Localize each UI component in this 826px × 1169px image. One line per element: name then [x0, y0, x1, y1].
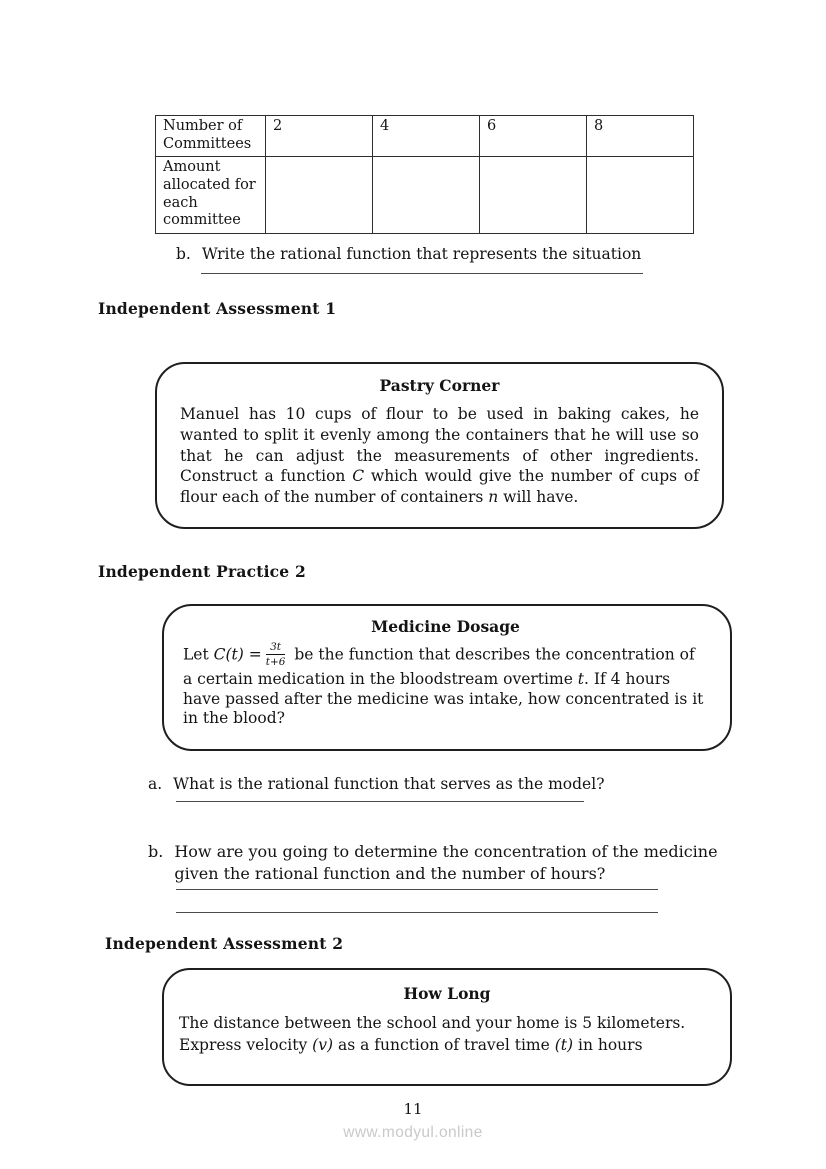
box-body — [183, 641, 708, 728]
table-row — [156, 116, 694, 157]
body-text: as a function of travel time — [333, 1035, 555, 1054]
section-heading-independent-assessment-2: Independent Assessment 2 — [105, 934, 344, 953]
fraction-denominator: t+6 — [265, 656, 286, 669]
table-cell: Amount allocated for each committee — [156, 157, 266, 234]
watermark: www.modyul.online — [343, 1124, 483, 1141]
question-item-b2 — [148, 841, 726, 885]
question-text: Write the rational function that represents the situation — [201, 245, 642, 263]
pastry-corner-box — [155, 362, 724, 529]
answer-line — [201, 273, 643, 274]
page-number: 11 — [403, 1100, 423, 1118]
math-function: C(t) = — [213, 645, 262, 664]
table-cell: 4 — [373, 116, 480, 157]
question-label: b. — [148, 842, 164, 861]
table-cell-empty — [480, 157, 587, 234]
question-label: a. — [148, 775, 163, 793]
fraction — [266, 641, 286, 668]
box-title: How Long — [403, 984, 491, 1003]
body-text: . If 4 hours have passed after the medicine was intake, how concentrated is it in the blood? — [183, 670, 704, 727]
how-long-box — [162, 968, 732, 1086]
table-cell-empty — [266, 157, 373, 234]
section-heading-independent-assessment-1: Independent Assessment 1 — [98, 299, 337, 318]
math-variable: C — [352, 467, 365, 486]
section-heading-independent-practice-2: Independent Practice 2 — [98, 562, 306, 581]
table-cell: 2 — [266, 116, 373, 157]
body-text: Let — [183, 645, 214, 664]
math-variable: n — [488, 488, 499, 507]
question-text: What is the rational function that serves as the model? — [173, 775, 605, 793]
table-cell-empty — [373, 157, 480, 234]
math-variable: (t) — [554, 1035, 574, 1054]
math-variable: (v) — [312, 1035, 334, 1054]
answer-line — [176, 801, 584, 802]
body-text: be the function that describes the concentration of a certain medication in the bloodstream overtime — [183, 645, 695, 689]
table-cell: 8 — [587, 116, 694, 157]
question-item-b1 — [176, 245, 641, 263]
box-title: Pastry Corner — [379, 376, 500, 395]
fraction-numerator: 3t — [266, 641, 286, 655]
table-row — [156, 157, 694, 234]
table-cell-empty — [587, 157, 694, 234]
answer-line — [176, 912, 658, 913]
table-cell: 6 — [480, 116, 587, 157]
math-variable: t — [577, 670, 585, 689]
question-text: How are you going to determine the concentration of the medicine given the rational function and the number of hours? — [174, 842, 718, 883]
body-text: The distance between the school and your home is 5 kilometers. Express velocity — [179, 1014, 686, 1054]
allocation-table — [155, 115, 693, 234]
table-cell: Number of Committees — [156, 116, 266, 157]
question-item-a — [148, 775, 605, 793]
question-label: b. — [176, 245, 191, 263]
body-text: will have. — [498, 488, 579, 507]
body-text: Manuel has 10 cups of flour to be used in baking cakes, he wanted to split it evenly among the containers that he will use so that he can adjust the measurements of other ingredients. Construct a function — [180, 405, 699, 486]
box-title: Medicine Dosage — [371, 617, 520, 636]
body-text: in hours — [573, 1035, 643, 1054]
answer-line — [176, 889, 658, 890]
medicine-dosage-box — [162, 604, 732, 751]
body-text: which would give the number of cups of flour each of the number of containers — [180, 467, 699, 507]
box-body — [180, 404, 699, 508]
box-body — [179, 1013, 715, 1056]
